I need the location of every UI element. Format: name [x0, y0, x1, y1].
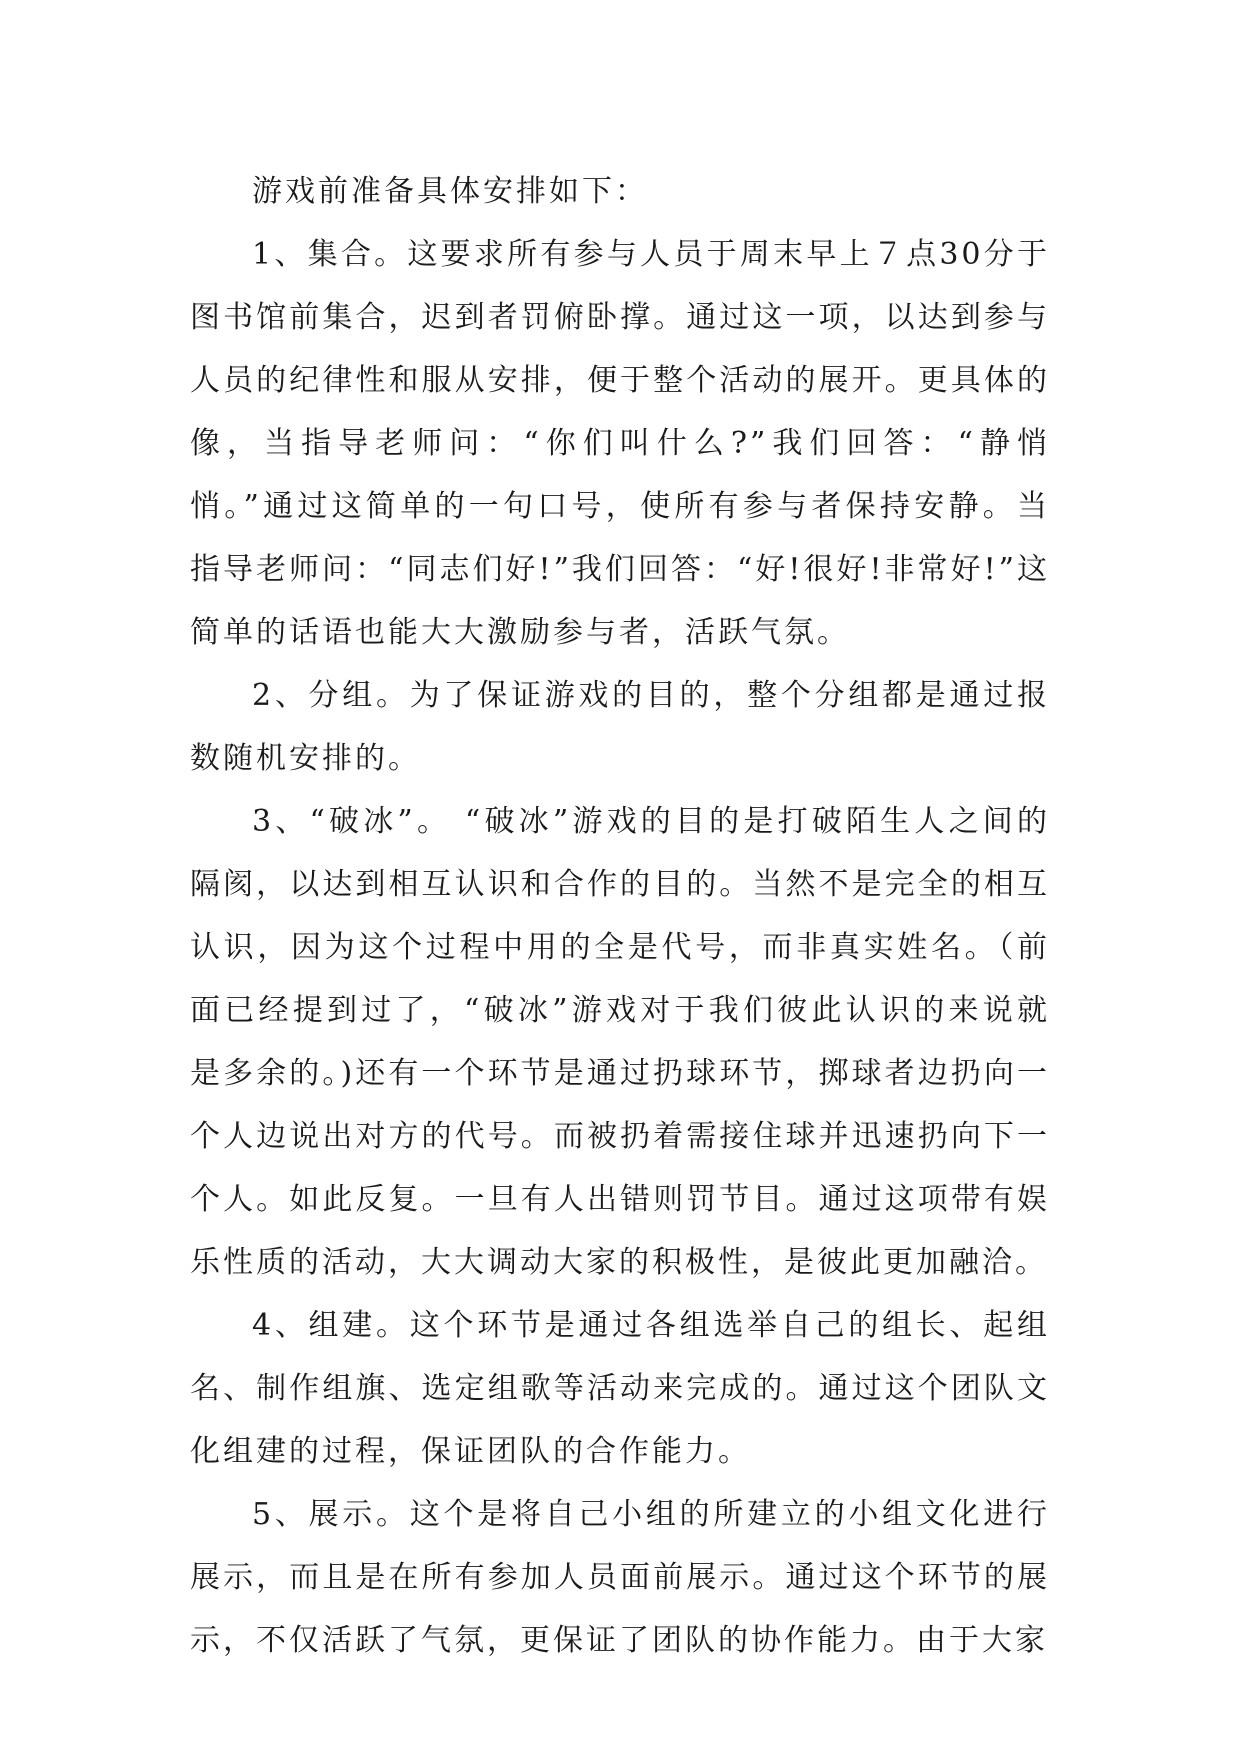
- paragraph-presentation: 5、展示。这个是将自己小组的所建立的小组文化进行展示，而且是在所有参加人员面前展示。通过这个环节的展示，不仅活跃了气氛，更保证了团队的协作能力。由于大家: [190, 1497, 1050, 1658]
- paragraph-team-building: 4、组建。这个环节是通过各组选举自己的组长、起组名、制作组旗、选定组歌等活动来完成的。通过这个团队文化组建的过程，保证团队的合作能力。: [190, 1308, 1050, 1469]
- paragraph-assembly: 1、集合。这要求所有参与人员于周末早上７点30分于图书馆前集合，迟到者罚俯卧撑。通过这一项，以达到参与人员的纪律性和服从安排，便于整个活动的展开。更具体的像，当指导老师问：“你们叫什么?”我们回答：“静悄悄。”通过这简单的一句口号，使所有参与者保持安静。当指导老师问：“同志们好!”我们回答：“好!很好!非常好!”这简单的话语也能大大激励参与者，活跃气氛。: [190, 237, 1050, 650]
- document-body: [190, 160, 1050, 1672]
- paragraph-intro: 游戏前准备具体安排如下：: [252, 174, 648, 209]
- paragraph-icebreaker: 3、“破冰”。 “破冰”游戏的目的是打破陌生人之间的隔阂，以达到相互认识和合作的目的。当然不是完全的相互认识，因为这个过程中用的全是代号，而非真实姓名。（前面已经提到过了，“破冰”游戏对于我们彼此认识的来说就是多余的。)还有一个环节是通过扔球环节，掷球者边扔向一个人边说出对方的代号。而被扔着需接住球并迅速扔向下一个人。如此反复。一旦有人出错则罚节目。通过这项带有娱乐性质的活动，大大调动大家的积极性，是彼此更加融洽。: [190, 804, 1050, 1280]
- paragraph-grouping: 2、分组。为了保证游戏的目的，整个分组都是通过报数随机安排的。: [190, 678, 1050, 776]
